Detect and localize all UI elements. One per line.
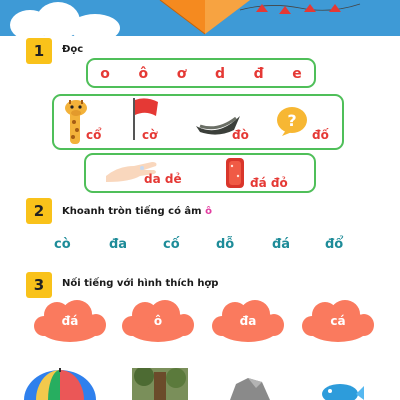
cloud-word-ca-fish[interactable]	[302, 300, 374, 344]
tree-icon	[132, 368, 188, 400]
word-do-boat: đò	[232, 128, 249, 142]
word-item[interactable]: đa	[109, 237, 128, 252]
word-da-de: da dẻ	[144, 172, 182, 186]
word-item[interactable]: cò	[54, 237, 71, 252]
red-stone-icon	[224, 156, 246, 190]
section-1-number: 1	[26, 38, 52, 64]
rock-icon	[226, 376, 274, 400]
word-item[interactable]: đá	[272, 237, 291, 252]
fish-icon	[318, 380, 364, 400]
cloud-label: đá	[61, 314, 79, 328]
section-3-title: Nối tiếng với hình thích hợp	[62, 278, 219, 289]
word-co-flag: cờ	[142, 128, 158, 142]
word-da-do: đá đỏ	[250, 176, 288, 190]
cloud-label: đa	[239, 314, 257, 328]
letter-d: d	[214, 66, 225, 82]
word-co-neck: cổ	[86, 128, 102, 142]
letter-o-circumflex: ô	[138, 66, 149, 82]
section-2-target-letter: ô	[205, 206, 212, 217]
umbrella-icon	[22, 368, 98, 400]
section-3-number: 3	[26, 272, 52, 298]
word-do-riddle: đố	[312, 128, 329, 142]
letter-o-horn: ơ	[176, 66, 187, 82]
kite-icon	[0, 0, 400, 36]
word-item[interactable]: dỗ	[216, 237, 235, 252]
header-banner	[0, 0, 400, 36]
letter-d-stroke: đ	[253, 66, 264, 82]
section-1-title: Đọc	[62, 44, 84, 55]
word-item[interactable]: đổ	[325, 237, 344, 252]
cloud-word-o-umbrella[interactable]	[122, 300, 194, 344]
letter-e: e	[292, 66, 302, 82]
section-2-title-text: Khoanh tròn tiếng có âm	[62, 206, 202, 217]
section-2-number: 2	[26, 198, 52, 224]
question-mark: ?	[287, 111, 297, 130]
cloud-word-da-stone[interactable]	[34, 300, 106, 344]
cloud-word-da-tree[interactable]	[212, 300, 284, 344]
cloud-label: cá	[330, 314, 346, 328]
cloud-label: ô	[153, 314, 163, 328]
letters-row	[86, 60, 316, 88]
word-item[interactable]: cố	[163, 237, 180, 252]
question-icon	[276, 106, 308, 136]
section-2-title	[62, 206, 212, 217]
letter-o: o	[100, 66, 110, 82]
